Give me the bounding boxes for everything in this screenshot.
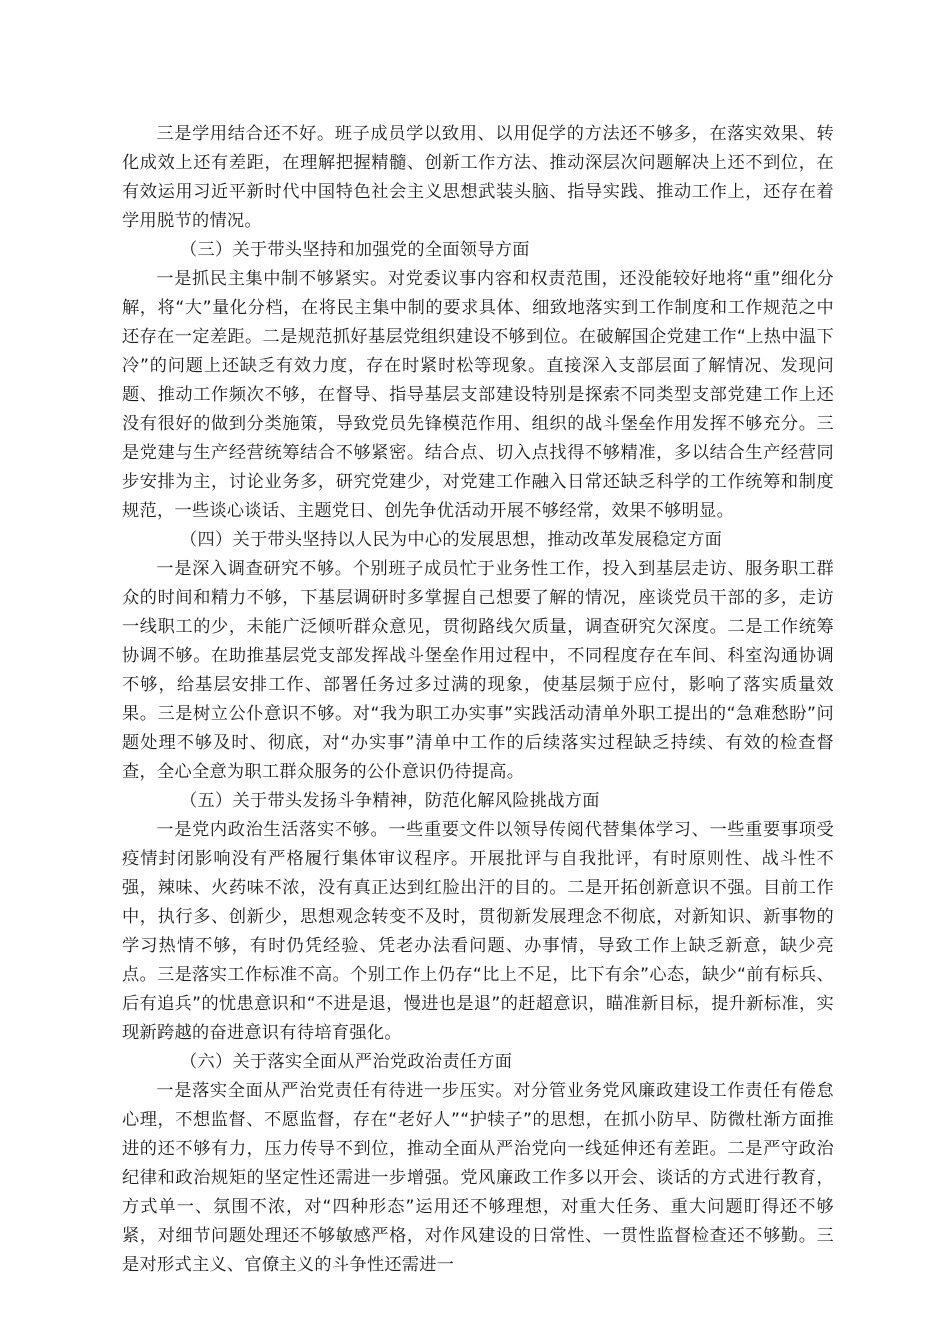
paragraph-party-leadership: 一是抓民主集中制不够紧实。对党委议事内容和权责范围，还没能较好地将“重”细化分解，将“大”量化分档，在将民主集中制的要求具体、细致地落实到工作制度和工作规范之中还存在一定差距。二是规范抓好基层党组织建设不够到位。在破解国企党建工作“上热中温下冷”的问题上还缺乏有效力度，存在时紧时松等现象。直接深入支部层面了解情况、发现问题、推动工作频次不够，在督导、指导基层支部建设特别是探索不同类型支部党建工作上还没有很好的做到分类施策，导致党员先锋模范作用、组织的战斗堡垒作用发挥不够充分。三是党建与生产经营统筹结合不够紧密。结合点、切入点找得不够精准，多以结合生产经营同步安排为主，讨论业务多，研究党建少，对党建工作融入日常还缺乏科学的工作统筹和制度规范，一些谈心谈话、主题党日、创先争优活动开展不够经常，效果不够明显。	[122, 269, 834, 521]
section-heading-3: （三）关于带头坚持和加强党的全面领导方面	[180, 240, 530, 260]
paragraph-study-application: 三是学用结合还不好。班子成员学以致用、以用促学的方法还不够多，在落实效果、转化成效上还有差距，在理解把握精髓、创新工作方法、推动深层次问题解决上还不到位，在有效运用习近平新时代中国特色社会主义思想武装头脑、指导实践、推动工作上，还存在着学用脱节的情况。	[122, 124, 834, 231]
document-page	[122, 120, 834, 1280]
section-heading-5: （五）关于带头发扬斗争精神，防范化解风险挑战方面	[180, 791, 600, 811]
section-heading-4: （四）关于带头坚持以人民为中心的发展思想，推动改革发展稳定方面	[180, 530, 723, 550]
paragraph-strict-governance: 一是落实全面从严治党责任有待进一步压实。对分管业务党风廉政建设工作责任有倦怠心理，不想监督、不愿监督，存在“老好人”“护犊子”的思想，在抓小防早、防微杜渐方面推进的还不够有力，压力传导不到位，推动全面从严治党向一线延伸还有差距。二是严守政治纪律和政治规矩的坚定性还需进一步增强。党风廉政工作多以开会、谈话的方式进行教育，方式单一、氛围不浓，对“四种形态”运用还不够理想，对重大任务、重大问题盯得还不够紧，对细节问题处理还不够敏感严格，对作风建设的日常性、一贯性监督检查还不够勤。三是对形式主义、官僚主义的斗争性还需进一	[122, 1081, 834, 1275]
section-heading-6: （六）关于落实全面从严治党政治责任方面	[180, 1052, 513, 1072]
paragraph-fighting-spirit: 一是党内政治生活落实不够。一些重要文件以领导传阅代替集体学习、一些重要事项受疫情封闭影响没有严格履行集体审议程序。开展批评与自我批评，有时原则性、战斗性不强，辣味、火药味不浓，没有真正达到红脸出汗的目的。二是开拓创新意识不强。目前工作中，执行多、创新少，思想观念转变不及时，贯彻新发展理念不彻底，对新知识、新事物的学习热情不够，有时仍凭经验、凭老办法看问题、办事情，导致工作上缺乏新意，缺少亮点。三是落实工作标准不高。个别工作上仍存“比上不足，比下有余”心态，缺少“前有标兵、后有追兵”的忧患意识和“不进是退，慢进也是退”的赶超意识，瞄准新目标，提升新标准，实现新跨越的奋进意识有待培育强化。	[122, 820, 834, 1043]
paragraph-people-centered: 一是深入调查研究不够。个别班子成员忙于业务性工作，投入到基层走访、服务职工群众的时间和精力不够，下基层调研时多掌握自己想要了解的情况，座谈党员干部的多，走访一线职工的少，未能广泛倾听群众意见，贯彻路线欠质量，调查研究欠深度。二是工作统筹协调不够。在助推基层党支部发挥战斗堡垒作用过程中，不同程度存在车间、科室沟通协调不够，给基层安排工作、部署任务过多过满的现象，使基层频于应付，影响了落实质量效果。三是树立公仆意识不够。对“我为职工办实事”实践活动清单外职工提出的“急难愁盼”问题处理不够及时、彻底，对“办实事”清单中工作的后续落实过程缺乏持续、有效的检查督查，全心全意为职工群众服务的公仆意识仍待提高。	[122, 559, 834, 782]
